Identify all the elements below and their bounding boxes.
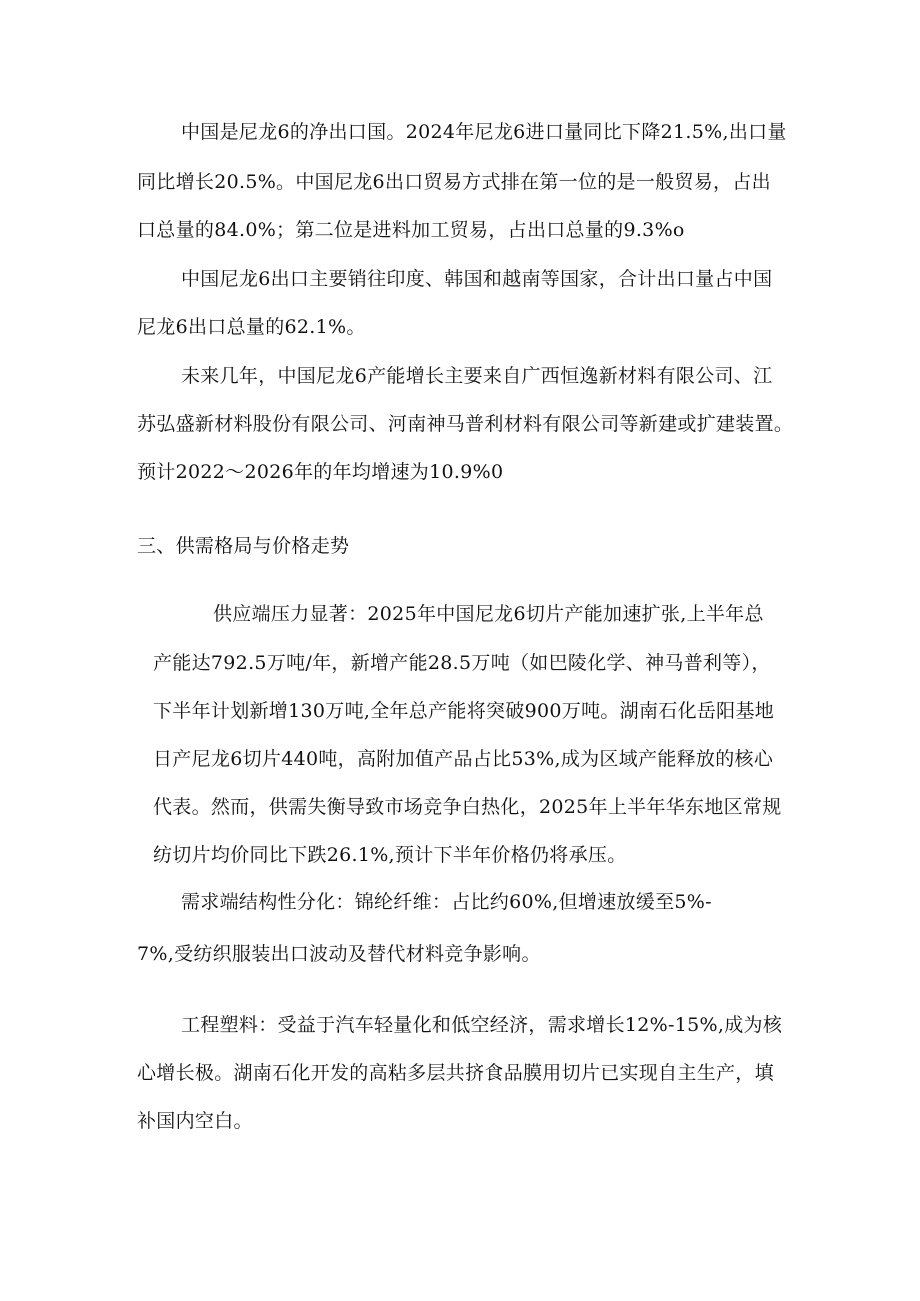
text-line: 苏弘盛新材料股份有限公司、河南神马普利材料有限公司等新建或扩建装置。 (137, 413, 794, 435)
text-line: 下半年计划新增130万吨,全年总产能将突破900万吨。湖南石化岳阳基地 (153, 700, 775, 722)
text-line: 需求端结构性分化：锦纶纤维：占比约60%,但增速放缓至5%- (181, 891, 712, 913)
section-heading: 三、供需格局与价格走势 (137, 535, 350, 557)
text-line: 供应端压力显著：2025年中国尼龙6切片产能加速扩张,上半年总 (213, 603, 764, 625)
text-line: 心增长极。湖南石化开发的高粘多层共挤食品膜用切片已实现自主生产，填 (137, 1062, 774, 1084)
text-line: 工程塑料：受益于汽车轻量化和低空经济，需求增长12%-15%,成为核 (181, 1014, 783, 1036)
text-line: 预计2022～2026年的年均增速为10.9%0 (137, 461, 504, 483)
text-line: 日产尼龙6切片440吨，高附加值产品占比53%,成为区域产能释放的核心 (153, 748, 774, 770)
text-line: 代表。然而，供需失衡导致市场竞争白热化，2025年上半年华东地区常规 (153, 796, 782, 818)
text-line: 同比增长20.5%。中国尼龙6出口贸易方式排在第一位的是一般贸易，占出 (137, 171, 771, 193)
text-line: 中国尼龙6出口主要销往印度、韩国和越南等国家，合计出口量占中国 (181, 268, 773, 290)
text-line: 口总量的84.0%；第二位是进料加工贸易，占出口总量的9.3%o (137, 219, 685, 241)
text-line: 未来几年，中国尼龙6产能增长主要来自广西恒逸新材料有限公司、江 (181, 365, 773, 387)
text-line: 尼龙6出口总量的62.1%。 (137, 316, 366, 338)
text-line: 纺切片均价同比下跌26.1%,预计下半年价格仍将承压。 (153, 844, 627, 866)
text-line: 7%,受纺织服装出口波动及替代材料竞争影响。 (137, 943, 541, 965)
text-line: 产能达792.5万吨/年，新增产能28.5万吨（如巴陵化学、神马普利等）， (153, 652, 771, 674)
text-line: 补国内空白。 (137, 1110, 253, 1132)
text-line: 中国是尼龙6的净出口国。2024年尼龙6进口量同比下降21.5%,出口量 (181, 121, 787, 143)
